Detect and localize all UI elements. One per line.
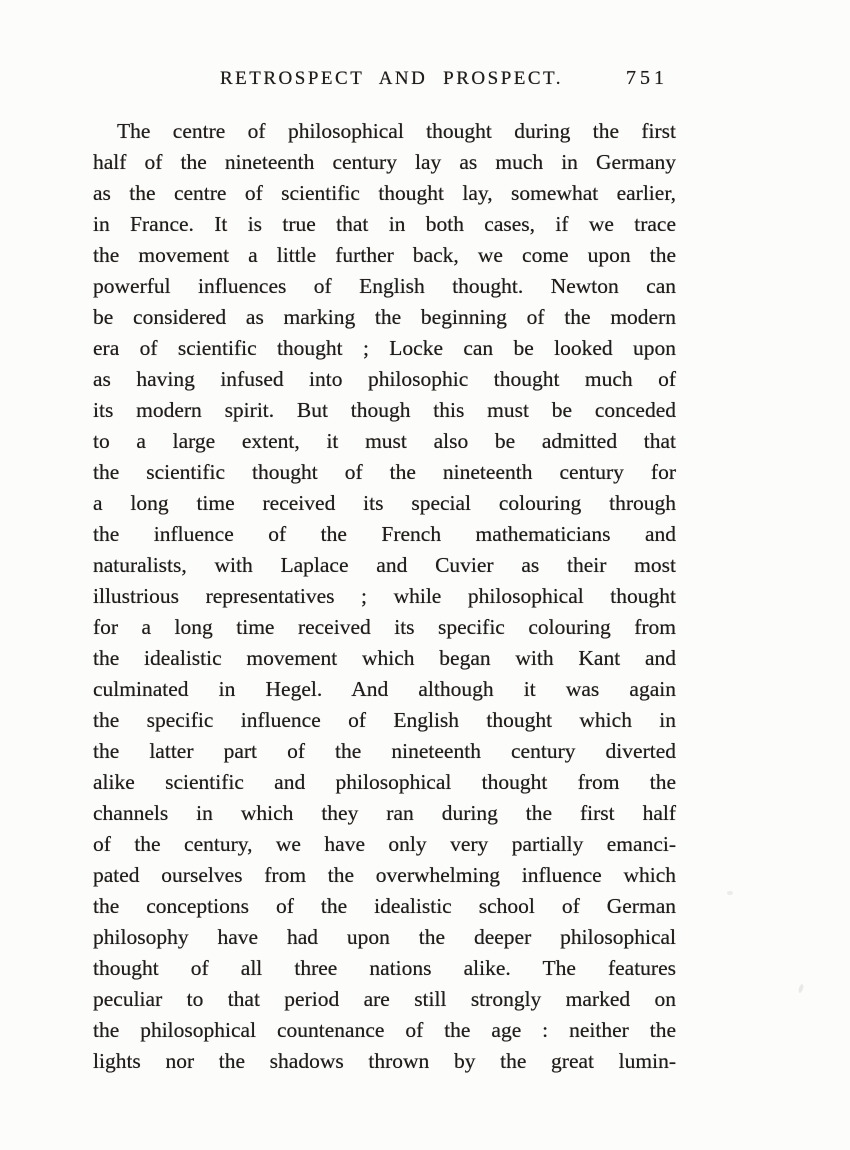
text-line: pated ourselves from the overwhelming influence which xyxy=(93,863,676,887)
text-line: illustrious representatives ; while philosophical thought xyxy=(93,584,676,608)
text-line: naturalists, with Laplace and Cuvier as their most xyxy=(93,553,676,577)
text-line: its modern spirit. But though this must be conceded xyxy=(93,398,676,422)
text-line: channels in which they ran during the first half xyxy=(93,801,676,825)
text-line: philosophy have had upon the deeper philosophical xyxy=(93,925,676,949)
text-line: the conceptions of the idealistic school of German xyxy=(93,894,676,918)
text-line: a long time received its special colouring through xyxy=(93,491,676,515)
text-line: the movement a little further back, we come upon the xyxy=(93,243,676,267)
text-line: the scientific thought of the nineteenth century for xyxy=(93,460,676,484)
text-line: the latter part of the nineteenth century diverted xyxy=(93,739,676,763)
text-line: be considered as marking the beginning of the modern xyxy=(93,305,676,329)
scan-speck xyxy=(798,984,805,994)
text-line: to a large extent, it must also be admitted that xyxy=(93,429,676,453)
text-line: as having infused into philosophic thought much of xyxy=(93,367,676,391)
text-line: alike scientific and philosophical thought from the xyxy=(93,770,676,794)
text-line: of the century, we have only very partially emanci- xyxy=(93,832,676,856)
text-line: thought of all three nations alike. The features xyxy=(93,956,676,980)
page-text xyxy=(93,116,676,1077)
text-line: in France. It is true that in both cases, if we trace xyxy=(93,212,676,236)
text-line: as the centre of scientific thought lay, somewhat earlier, xyxy=(93,181,676,205)
text-line: lights nor the shadows thrown by the great lumin- xyxy=(93,1049,676,1073)
scan-speck xyxy=(727,891,733,895)
text-line: era of scientific thought ; Locke can be looked upon xyxy=(93,336,676,360)
text-line: peculiar to that period are still strongly marked on xyxy=(93,987,676,1011)
text-line: the idealistic movement which began with Kant and xyxy=(93,646,676,670)
text-line: The centre of philosophical thought during the first xyxy=(117,119,676,143)
text-line: culminated in Hegel. And although it was again xyxy=(93,677,676,701)
text-line: the philosophical countenance of the age : neither the xyxy=(93,1018,676,1042)
text-line: the specific influence of English thought which in xyxy=(93,708,676,732)
text-line: powerful influences of English thought. Newton can xyxy=(93,274,676,298)
text-line: half of the nineteenth century lay as much in Germany xyxy=(93,150,676,174)
text-line: the influence of the French mathematicians and xyxy=(93,522,676,546)
running-title: RETROSPECT AND PROSPECT. xyxy=(220,68,563,89)
text-line: for a long time received its specific colouring from xyxy=(93,615,676,639)
page-number: 751 xyxy=(626,67,668,89)
page-header xyxy=(93,68,676,94)
